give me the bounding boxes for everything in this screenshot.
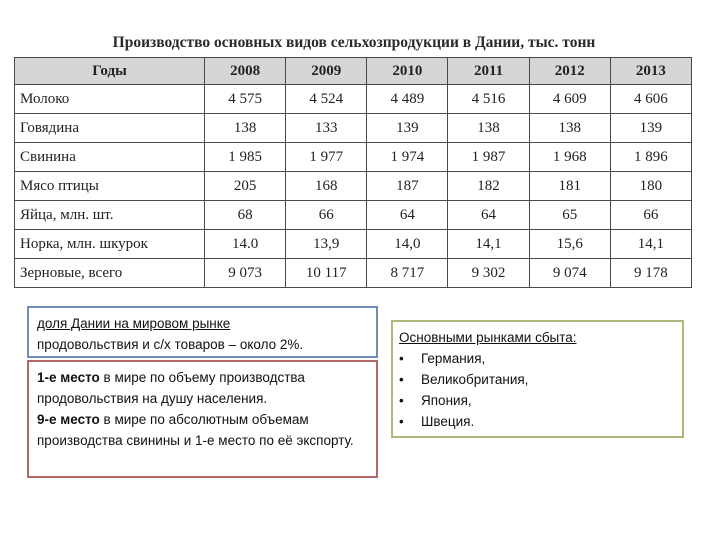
- list-item: [399, 348, 674, 369]
- header-cell: 2013: [610, 58, 691, 85]
- value-cell: 14,1: [448, 230, 529, 259]
- world-rank-box: [27, 360, 378, 478]
- row-label-cell: Свинина: [15, 143, 205, 172]
- markets-list: [399, 348, 674, 432]
- value-cell: 9 302: [448, 259, 529, 288]
- value-cell: 139: [610, 114, 691, 143]
- market-name: Швеция.: [421, 414, 475, 429]
- value-cell: 168: [286, 172, 367, 201]
- value-cell: 139: [367, 114, 448, 143]
- value-cell: 4 575: [205, 85, 286, 114]
- value-cell: 14,1: [610, 230, 691, 259]
- value-cell: 1 968: [529, 143, 610, 172]
- value-cell: 14,0: [367, 230, 448, 259]
- value-cell: 66: [610, 201, 691, 230]
- market-name: Великобритания,: [421, 372, 529, 387]
- row-label-cell: Молоко: [15, 85, 205, 114]
- value-cell: 14.0: [205, 230, 286, 259]
- value-cell: 1 987: [448, 143, 529, 172]
- value-cell: 4 609: [529, 85, 610, 114]
- value-cell: 9 074: [529, 259, 610, 288]
- value-cell: 180: [610, 172, 691, 201]
- value-cell: 8 717: [367, 259, 448, 288]
- bullet-icon: •: [399, 414, 404, 429]
- rank1-label: 1-е место: [37, 370, 100, 385]
- value-cell: 205: [205, 172, 286, 201]
- table-row: [15, 172, 692, 201]
- list-item: [399, 369, 674, 390]
- value-cell: 13,9: [286, 230, 367, 259]
- value-cell: 4 524: [286, 85, 367, 114]
- value-cell: 65: [529, 201, 610, 230]
- value-cell: 138: [448, 114, 529, 143]
- value-cell: 9 073: [205, 259, 286, 288]
- value-cell: 9 178: [610, 259, 691, 288]
- rank1-text: в мире по объему производства продовольствия на душу населения.: [37, 370, 305, 406]
- bullet-icon: •: [399, 351, 404, 366]
- value-cell: 133: [286, 114, 367, 143]
- share-underlined-text: доля Дании на мировом рынке: [37, 316, 231, 331]
- market-name: Германия,: [421, 351, 486, 366]
- rank9-label: 9-е место: [37, 412, 100, 427]
- value-cell: 1 974: [367, 143, 448, 172]
- value-cell: 138: [529, 114, 610, 143]
- production-table: [14, 57, 692, 288]
- world-market-share-box: [27, 306, 378, 358]
- value-cell: 1 896: [610, 143, 691, 172]
- value-cell: 66: [286, 201, 367, 230]
- value-cell: 64: [448, 201, 529, 230]
- header-cell: Годы: [15, 58, 205, 85]
- value-cell: 4 516: [448, 85, 529, 114]
- bullet-icon: •: [399, 393, 404, 408]
- header-cell: 2012: [529, 58, 610, 85]
- table-header-row: [15, 58, 692, 85]
- value-cell: 10 117: [286, 259, 367, 288]
- table-row: [15, 230, 692, 259]
- table-title: Производство основных видов сельхозпродукции в Дании, тыс. тонн: [112, 34, 596, 51]
- bullet-icon: •: [399, 372, 404, 387]
- header-cell: 2009: [286, 58, 367, 85]
- value-cell: 64: [367, 201, 448, 230]
- table-row: [15, 143, 692, 172]
- table-row: [15, 259, 692, 288]
- row-label-cell: Зерновые, всего: [15, 259, 205, 288]
- sales-markets-box: [391, 320, 684, 438]
- row-label-cell: Говядина: [15, 114, 205, 143]
- row-label-cell: Мясо птицы: [15, 172, 205, 201]
- header-cell: 2010: [367, 58, 448, 85]
- share-text: продовольствия и с/х товаров – около 2%.: [37, 337, 304, 352]
- value-cell: 182: [448, 172, 529, 201]
- list-item: [399, 390, 674, 411]
- row-label-cell: Норка, млн. шкурок: [15, 230, 205, 259]
- value-cell: 1 985: [205, 143, 286, 172]
- value-cell: 4 606: [610, 85, 691, 114]
- value-cell: 68: [205, 201, 286, 230]
- rank9-text: в мире по абсолютным объемам производства свинины и 1-е место по её экспорту.: [37, 412, 354, 448]
- header-cell: 2008: [205, 58, 286, 85]
- table-row: [15, 85, 692, 114]
- header-cell: 2011: [448, 58, 529, 85]
- value-cell: 181: [529, 172, 610, 201]
- value-cell: 1 977: [286, 143, 367, 172]
- market-name: Япония,: [421, 393, 472, 408]
- value-cell: 138: [205, 114, 286, 143]
- markets-heading: Основными рынками сбыта:: [399, 330, 577, 345]
- table-row: [15, 114, 692, 143]
- list-item: [399, 411, 674, 432]
- row-label-cell: Яйца, млн. шт.: [15, 201, 205, 230]
- value-cell: 187: [367, 172, 448, 201]
- value-cell: 15,6: [529, 230, 610, 259]
- table-row: [15, 201, 692, 230]
- value-cell: 4 489: [367, 85, 448, 114]
